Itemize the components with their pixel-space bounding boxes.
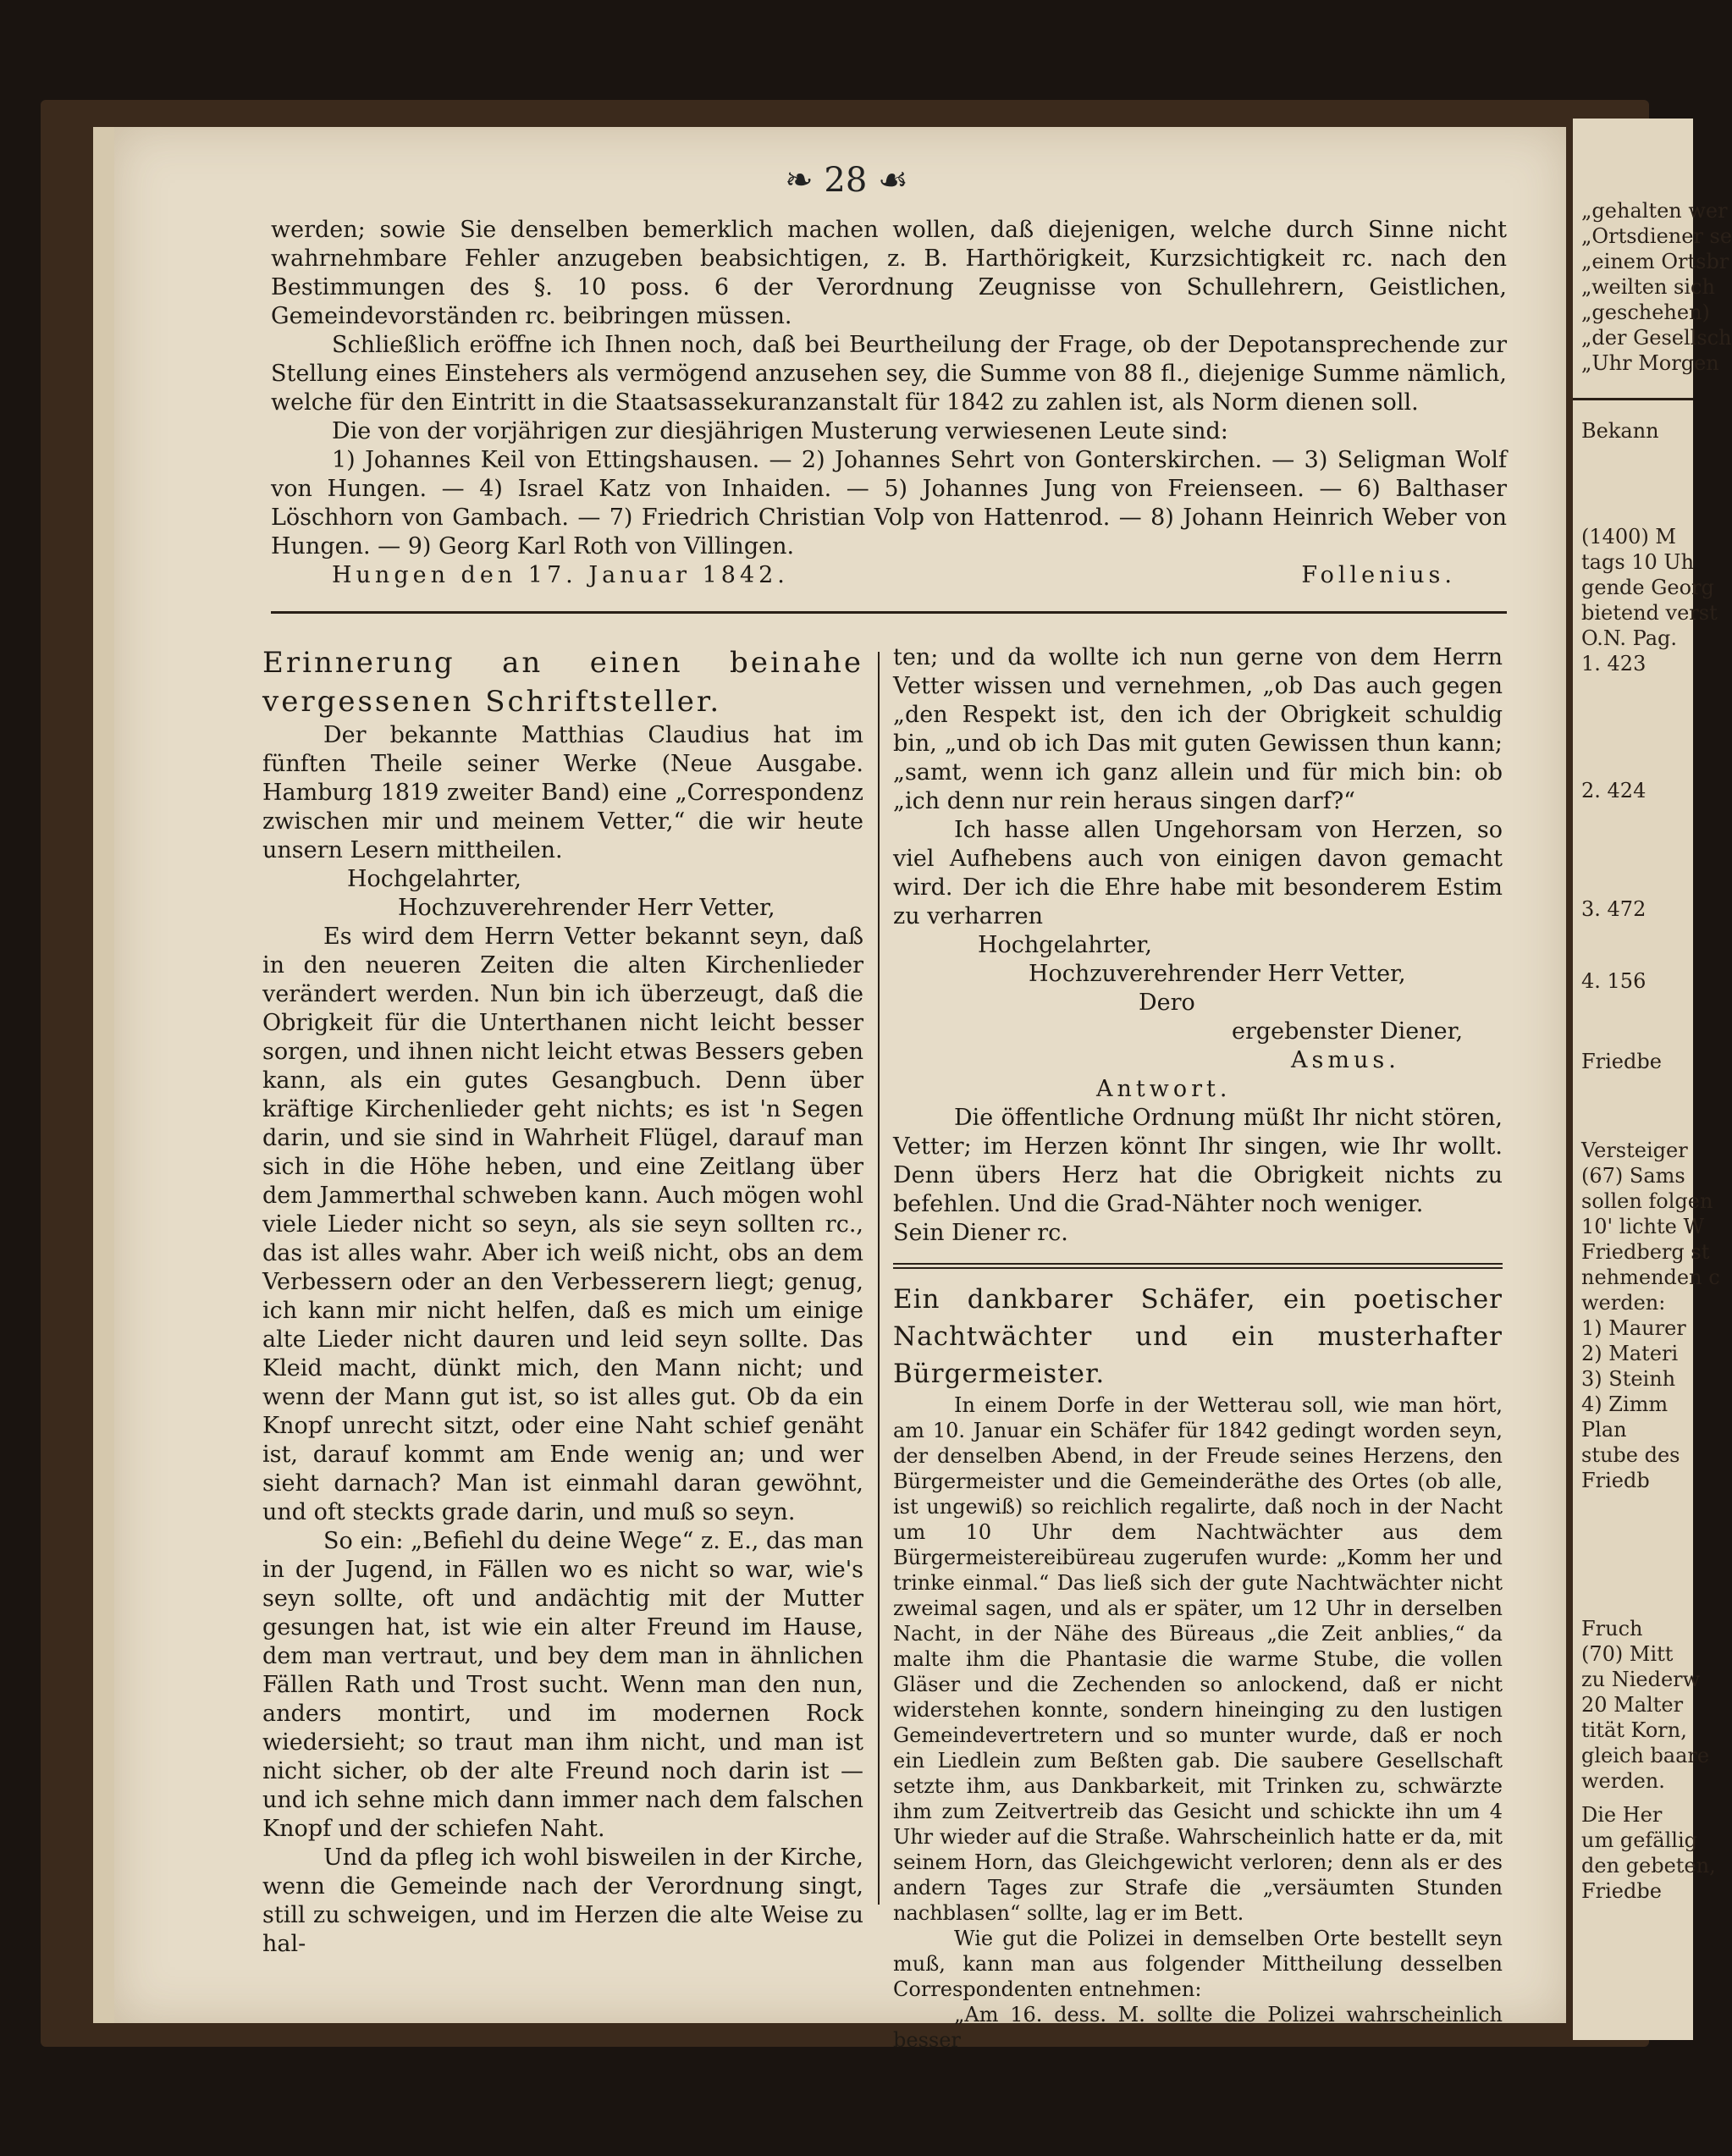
adjacent-page-fragment: 4) Zimm: [1581, 1392, 1669, 1416]
adjacent-page-fragment: O.N. Pag.: [1581, 626, 1677, 650]
place-date: Hungen den 17. Januar 1842.: [332, 562, 789, 588]
adjacent-page-fragment: 2. 424: [1581, 779, 1647, 802]
adjacent-page-fragment: gleich baare: [1581, 1744, 1710, 1767]
salutation-2: Hochzuverehrender Herr Vetter,: [398, 895, 775, 921]
intro-paragraph: Der bekannte Matthias Claudius hat im fünften Theile seiner Werke (Neue Ausgabe. Hamburg 1819 zweiter Band) eine „Correspondenz zwischen mir und meinem Vetter,“ die wir heute unsern Lesern mittheilen.: [262, 722, 863, 863]
letter-closing-body: Ich hasse allen Ungehorsam von Herzen, so viel Aufhebens auch von einigen davon gemacht wird. Der ich die Ehre habe mit besonderem Estim zu verharren: [893, 817, 1503, 929]
adjacent-page-fragment: „einem Ortsbr: [1581, 250, 1729, 273]
closing-2: Hochzuverehrender Herr Vetter,: [1029, 961, 1406, 987]
adjacent-page-fragment: „weilten sich: [1581, 275, 1715, 299]
salutation-1: Hochgelahrter,: [347, 866, 521, 892]
adjacent-page-fragment: Plan: [1581, 1418, 1627, 1442]
adjacent-page-fragment: (70) Mitt: [1581, 1642, 1674, 1666]
column-divider: [878, 652, 880, 1905]
left-column: [262, 643, 863, 1959]
adjacent-page-fragment: 10' lichte W: [1581, 1215, 1705, 1238]
answer-text: Die öffentliche Ordnung müßt Ihr nicht stören, Vetter; im Herzen könnt Ihr singen, wie Ihr wollt. Denn übers Herz hat die Obrigkeit nichts zu befehlen. Und die Grad-Nähter noch weniger.: [893, 1105, 1503, 1217]
letter-continuation: ten; und da wollte ich nun gerne von dem Herrn Vetter wissen und vernehmen, „ob Das auch gegen „den Respekt ist, den ich der Obrigkeit schuldig bin, „und ob ich Das mit guten Gewissen thun kann; „samt, wenn ich ganz allein und für mich bin: ob „ich denn nur rein heraus singen darf?“: [893, 644, 1503, 814]
adjacent-page-fragment: Bekann: [1581, 419, 1659, 443]
letter-body-1: Es wird dem Herrn Vetter bekannt seyn, daß in den neueren Zeiten die alten Kirchenlieder verändert werden. Nun bin ich überzeugt, daß die Obrigkeit für die Unterthanen nicht leicht besser sorgen, und ihnen nicht leicht etwas Bessers geben kann, als ein gutes Gesangbuch. Denn über kräftige Kirchenlieder geht nichts; es ist 'n Segen darin, und sie sind in Wahrheit Flügel, darauf man sich in die Höhe heben, und eine Zeitlang über dem Jammerthal schweben kann. Auch mögen wohl viele Lieder nicht so seyn, als sie seyn sollten rc., das ist alles wahr. Aber ich weiß nicht, obs an dem Verbessern oder an den Verbesserern liegt; genug, ich kann mir nicht helfen, daß es mich um einige alte Lieder nicht dauren und leid seyn sollte. Das Kleid macht, dünkt mich, den Mann nicht; und wenn der Mann gut ist, so ist alles gut. Ob da ein Knopf unrecht sitzt, oder eine Naht schief genäht ist, darauf kommt am Ende wenig an; und wer sieht darnach? Man ist einmahl daran gewöhnt, und oft steckts grade darin, und muß so seyn.: [262, 924, 863, 1525]
adjacent-page-fragment: „geschehen): [1581, 301, 1710, 324]
adjacent-page-fragment: stube des: [1581, 1443, 1680, 1467]
adjacent-page-fragment: werden:: [1581, 1291, 1666, 1315]
announcement-para-2: Schließlich eröffne ich Ihnen noch, daß bei Beurtheilung der Frage, ob der Depotansprechende zur Stellung eines Einstehers als vermögend anzusehen sey, die Summe von 88 fl., diejenige Summe nämlich, welche für den Eintritt in die Staatsassekuranzanstalt für 1842 zu zahlen ist, als Norm dienen soll.: [271, 332, 1507, 416]
closing-4: ergebenster Diener,: [1232, 1018, 1464, 1045]
adjacent-page: [1573, 119, 1732, 2040]
page-edges: [93, 127, 114, 2023]
divider-line-1: [893, 1263, 1503, 1265]
letter-body-3: Und da pfleg ich wohl bisweilen in der Kirche, wenn die Gemeinde nach der Verordnung singt, still zu schweigen, und im Herzen die alte Weise zu hal-: [262, 1844, 863, 1957]
adjacent-page-fragment: werden.: [1581, 1769, 1665, 1793]
adjacent-page-fragment: nehmenden c: [1581, 1265, 1720, 1289]
adjacent-page-fragment: 20 Malter: [1581, 1693, 1684, 1717]
letter-body-2: So ein: „Befiehl du deine Wege“ z. E., das man in der Jugend, in Fällen wo es nicht so war, wie's seyn sollte, oft und andächtig mit der Mutter gesungen hat, ist wie ein alter Freund im Hause, dem man vertraut, und bey dem man in ähnlichen Fällen Rath und Trost sucht. Wenn man den nun, anders montirt, und im modernen Rock wiedersieht; so traut man ihm nicht, und man ist nicht sicher, ob der alte Freund noch darin ist — und ich sehne mich dann immer nach dem falschen Knopf und der schiefen Naht.: [262, 1528, 863, 1842]
adjacent-page-fragment: Friedbe: [1581, 1879, 1662, 1903]
adjacent-page-fragment: (1400) M: [1581, 525, 1677, 549]
adjacent-page-fragment: gende Georg: [1581, 576, 1714, 599]
announcement-block: [271, 216, 1507, 590]
adjacent-page-fragment: 1) Maurer: [1581, 1316, 1686, 1340]
story-para-3: „Am 16. dess. M. sollte die Polizei wahrscheinlich besser: [893, 2003, 1503, 2052]
adjacent-page-fragment: Friedberg st: [1581, 1240, 1710, 1264]
story-para-2: Wie gut die Polizei in demselben Orte bestellt seyn muß, kann man aus folgender Mittheilung desselben Correspondenten entnehmen:: [893, 1927, 1503, 2001]
adjacent-page-fragment: Friedbe: [1581, 1050, 1662, 1073]
adjacent-page-fragment: 1. 423: [1581, 652, 1647, 675]
adjacent-page-fragment: 4. 156: [1581, 969, 1647, 993]
adjacent-page-fragment: (67) Sams: [1581, 1164, 1685, 1188]
adjacent-page-fragment: um gefällig: [1581, 1828, 1697, 1852]
adjacent-page-fragment: tags 10 Uh: [1581, 550, 1695, 574]
adjacent-page-fragment: Friedb: [1581, 1469, 1650, 1492]
adjacent-page-fragment: „Ortsdiener se: [1581, 224, 1732, 248]
adjacent-page-fragment: „Uhr Morgen: [1581, 351, 1719, 375]
section-divider: [271, 611, 1507, 614]
closing-3: Dero: [1139, 990, 1195, 1016]
adjacent-page-fragment: tität Korn,: [1581, 1718, 1687, 1742]
announcement-para-1: werden; sowie Sie denselben bemerklich machen wollen, daß diejenigen, welche durch Sinne nicht wahrnehmbare Fehler anzugeben beabsichtigen, z. B. Harthörigkeit, Kurzsichtigkeit rc. nach den Bestimmungen des §. 10 poss. 6 der Verordnung Zeugnisse von Schullehrern, Geistlichen, Gemeindevorständen rc. beibringen müssen.: [271, 217, 1507, 329]
adjacent-page-fragment: 2) Materi: [1581, 1342, 1679, 1365]
closing-1: Hochgelahrter,: [978, 932, 1152, 958]
article-heading-schaefer: Ein dankbarer Schäfer, ein poetischer Nachtwächter und ein musterhafter Bürgermeister.: [893, 1284, 1503, 1389]
article-heading-claudius: Erinnerung an einen beinahe vergessenen Schriftsteller.: [262, 646, 863, 719]
adjacent-page-fragment: Die Her: [1581, 1803, 1663, 1827]
adjacent-page-fragment: Fruch: [1581, 1617, 1643, 1640]
adjacent-page-fragment: Versteiger: [1581, 1139, 1688, 1162]
divider-line-2: [893, 1267, 1503, 1269]
adjacent-page-fragment: bietend verst: [1581, 601, 1718, 625]
ornament-left: ❧: [785, 161, 825, 200]
story-para-1: In einem Dorfe in der Wetterau soll, wie man hört, am 10. Januar ein Schäfer für 1842 gedingt worden seyn, der denselben Abend, in der Freude seines Herzens, den Bürgermeister und die Gemeinderäthe des Ortes (ob alle, ist ungewiß) so reichlich regalirte, daß noch in der Nacht um 10 Uhr dem Nachtwächter aus dem Bürgermeistereibüreau zugerufen wurde: „Komm her und trinke einmal.“ Das ließ sich der gute Nachtwächter nicht zweimal sagen, und als er später, um 12 Uhr in derselben Nacht, in der Nähe des Büreaus „die Zeit anblies,“ da malte ihm die Phantasie die warme Stube, die vollen Gläser und die Zechenden so anlockend, daß er nicht widerstehen konnte, sondern hineinging zu den lustigen Gemeindevertretern und so munter wurde, daß er noch ein Liedlein zum Beßten gab. Die saubere Gesellschaft setzte ihm, aus Dankbarkeit, mit Trinken zu, schwärzte ihm zum Zeitvertreib das Gesicht und schickte ihn um 4 Uhr wieder auf die Straße. Wahrscheinlich hatte er da, mit seinem Horn, das Gleichgewicht verloren; denn als er des andern Tages zur Strafe die „versäumten Stunden nachblasen“ sollte, lag er im Bett.: [893, 1393, 1503, 1925]
adjacent-page-fragment: den gebeten,: [1581, 1854, 1716, 1878]
conscript-list: 1) Johannes Keil von Ettingshausen. — 2) Johannes Sehrt von Gonterskirchen. — 3) Seligman Wolf von Hungen. — 4) Israel Katz von Inhaiden. — 5) Johannes Jung von Freienseen. — 6) Balthaser Löschhorn von Gambach. — 7) Friedrich Christian Volp von Hattenrod. — 8) Johann Heinrich Weber von Hungen. — 9) Georg Karl Roth von Villingen.: [271, 447, 1507, 560]
answer-title: Antwort.: [1096, 1076, 1232, 1102]
announcement-para-3: Die von der vorjährigen zur diesjährigen Musterung verwiesenen Leute sind:: [332, 418, 1228, 444]
adjacent-page-fragment: 3. 472: [1581, 897, 1647, 921]
adjacent-page-fragment: „gehalten wer: [1581, 199, 1728, 223]
answer-signature: Sein Diener rc.: [893, 1220, 1068, 1246]
adjacent-divider: [1573, 398, 1693, 400]
right-column: [893, 643, 1503, 2053]
adjacent-page-fragment: 3) Steinh: [1581, 1367, 1676, 1391]
adjacent-page-fragment: zu Niederw: [1581, 1668, 1701, 1691]
closing-5: Asmus.: [1291, 1047, 1400, 1073]
adjacent-page-fragment: „der Gesellsch: [1581, 326, 1732, 350]
ornament-right: ☙: [867, 161, 908, 200]
adjacent-page-fragment: sollen folgen: [1581, 1189, 1713, 1213]
page-number: ❧ 28 ☙: [785, 161, 908, 200]
signature: Follenius.: [1301, 562, 1456, 588]
signature-row: [271, 561, 1507, 590]
